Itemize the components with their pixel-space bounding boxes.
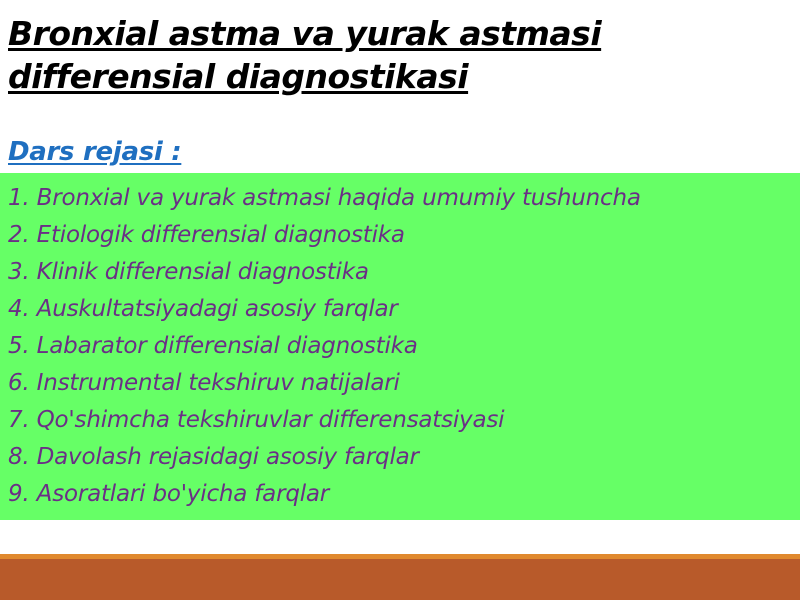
plan-item: 2. Etiologik differensial diagnostika: [8, 222, 405, 248]
slide-title-line-2: differensial diagnostikasi: [8, 57, 469, 96]
slide-title: [8, 12, 788, 98]
plan-item: 4. Auskultatsiyadagi asosiy farqlar: [8, 296, 398, 322]
lesson-plan-box: [0, 173, 800, 520]
plan-item: 5. Labarator differensial diagnostika: [8, 333, 418, 359]
lesson-plan-list: [0, 173, 800, 513]
plan-item: 6. Instrumental tekshiruv natijalari: [8, 370, 400, 396]
plan-item: 7. Qo'shimcha tekshiruvlar differensatsiyasi: [8, 407, 505, 433]
plan-item: 9. Asoratlari bo'yicha farqlar: [8, 481, 330, 507]
plan-item: 1. Bronxial va yurak astmasi haqida umumiy tushuncha: [8, 185, 641, 211]
slide-title-line-1: Bronxial astma va yurak astmasi: [8, 14, 602, 53]
lesson-plan-heading: Dars rejasi :: [8, 137, 182, 167]
footer-bar: [0, 559, 800, 600]
plan-item: 8. Davolash rejasidagi asosiy farqlar: [8, 444, 419, 470]
plan-item: 3. Klinik differensial diagnostika: [8, 259, 369, 285]
